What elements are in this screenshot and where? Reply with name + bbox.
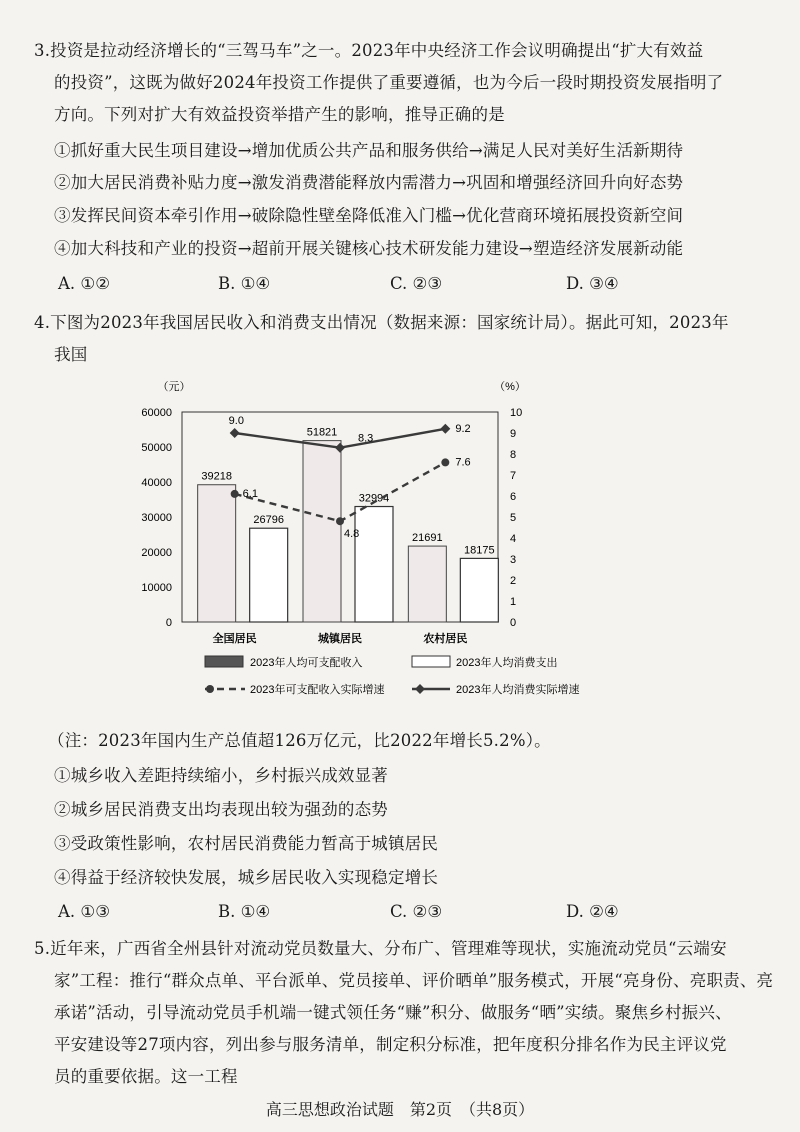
legend-consumption-growth-label: 2023年人均消费实际增速 [456, 684, 580, 696]
q3-line-3: 方向。下列对扩大有效益投资举措产生的影响，推导正确的是 [54, 105, 505, 124]
q4-option-c[interactable]: C. ②③ [390, 902, 443, 921]
bar-income [408, 546, 446, 622]
bar-income [303, 441, 341, 622]
income-growth-point [441, 458, 449, 466]
x-category-label: 全国居民 [212, 633, 257, 645]
q5-line-5: 员的重要依据。这一工程 [54, 1067, 238, 1086]
q3-item-2: ②加大居民消费补贴力度→激发消费潜能释放内需潜力→巩固和增强经济回升向好态势 [54, 173, 684, 192]
q3-item-4: ④加大科技和产业的投资→超前开展关键核心技术研发能力建设→塑造经济发展新动能 [54, 239, 684, 258]
y-right-tick-label: 3 [510, 554, 517, 566]
q3-line-2: 的投资”，这既为做好2024年投资工作提供了重要遵循，也为今后一段时期投资发展指明了 [54, 73, 724, 92]
income-growth-label: 7.6 [455, 456, 471, 469]
income-growth-point [336, 517, 344, 525]
legend-income-growth-label: 2023年可支配收入实际增速 [250, 684, 385, 696]
income-growth-point [231, 490, 239, 498]
q4-option-b[interactable]: B. ①④ [218, 902, 271, 921]
x-category-label: 城镇居民 [318, 633, 362, 645]
bar-consumption [250, 528, 288, 622]
y-right-tick-label: 8 [510, 449, 517, 461]
bar-income-label: 39218 [201, 470, 232, 483]
q3-line-1: 3.投资是拉动经济增长的“三驾马车”之一。2023年中央经济工作会议明确提出“扩大有效益 [34, 41, 704, 60]
consumption-growth-point [230, 428, 240, 438]
y-right-tick-label: 2 [510, 575, 517, 587]
bar-income-label: 21691 [412, 532, 443, 545]
income-growth-label: 6.1 [242, 487, 258, 500]
q3-item-3: ③发挥民间资本牵引作用→破除隐性壁垒降低准入门槛→优化营商环境拓展投资新空间 [54, 206, 684, 225]
y-left-unit: （元） [157, 381, 191, 393]
x-category-label: 农村居民 [423, 633, 468, 645]
q4-statement-1: ①城乡收入差距持续缩小，乡村振兴成效显著 [54, 766, 388, 785]
q3-option-d[interactable]: D. ③④ [566, 274, 619, 293]
bar-income-label: 51821 [306, 426, 338, 439]
bar-consumption-label: 32994 [358, 492, 390, 505]
consumption-growth-label: 9.0 [228, 415, 244, 427]
q4-statement-4: ④得益于经济较快发展，城乡居民收入实现稳定增长 [54, 868, 439, 887]
y-right-tick-label: 10 [510, 407, 523, 419]
legend-consumption-swatch [412, 656, 450, 667]
y-right-tick-label: 9 [510, 428, 517, 440]
q4-statement-2: ②城乡居民消费支出均表现出较为强劲的态势 [54, 800, 388, 819]
q5-line-1: 5.近年来，广西省全州县针对流动党员数量大、分布广、管理难等现状，实施流动党员“云端安 [34, 939, 727, 958]
y-left-tick-label: 40000 [141, 477, 172, 489]
q4-statement-3: ③受政策性影响，农村居民消费能力暂高于城镇居民 [54, 834, 439, 853]
y-left-tick-label: 60000 [141, 407, 172, 419]
y-right-tick-label: 6 [510, 491, 517, 503]
y-right-tick-label: 4 [510, 533, 517, 545]
income-growth-label: 4.8 [344, 528, 360, 541]
q4-option-d[interactable]: D. ②④ [566, 902, 619, 921]
q5-line-2: 家”工程：推行“群众点单、平台派单、党员接单、评价晒单”服务模式，开展“亮身份、亮职责、亮 [54, 971, 774, 990]
bar-consumption [460, 558, 498, 622]
y-left-tick-label: 10000 [141, 582, 172, 594]
legend-consumption-growth-marker [415, 684, 425, 694]
y-left-tick-label: 0 [165, 617, 172, 629]
y-right-unit: （%） [494, 381, 526, 393]
q5-line-3: 承诺”活动，引导流动党员手机端一键式领任务“赚”积分、做服务“晒”实绩。聚焦乡村振兴、 [54, 1003, 732, 1022]
y-right-tick-label: 7 [510, 470, 517, 482]
y-right-tick-label: 1 [510, 596, 517, 608]
y-left-tick-label: 50000 [141, 442, 172, 454]
q3-option-a[interactable]: A. ①② [58, 274, 110, 293]
q3-option-b[interactable]: B. ①④ [218, 274, 271, 293]
y-left-tick-label: 20000 [141, 547, 172, 559]
bar-consumption-label: 18175 [464, 544, 495, 557]
y-right-tick-label: 5 [510, 512, 517, 524]
bar-income [198, 485, 236, 622]
consumption-growth-point [440, 424, 450, 434]
consumption-growth-label: 9.2 [455, 422, 471, 435]
q4-option-a[interactable]: A. ①③ [58, 902, 110, 921]
y-right-tick-label: 0 [510, 617, 517, 629]
legend-income-swatch [205, 656, 243, 667]
q5-line-4: 平安建设等27项内容，列出参与服务清单，制定积分标准，把年度积分排名作为民主评议党 [54, 1035, 727, 1054]
legend-income-growth-marker [206, 685, 214, 693]
bar-consumption-label: 26796 [253, 514, 284, 527]
q4-line-2: 我国 [54, 345, 88, 364]
y-left-tick-label: 30000 [141, 512, 172, 524]
page-footer: 高三思想政治试题 第2页 （共8页） [265, 1100, 535, 1119]
q3-item-1: ①抓好重大民生项目建设→增加优质公共产品和服务供给→满足人民对美好生活新期待 [54, 141, 684, 160]
consumption-growth-label: 8.3 [358, 432, 374, 445]
q3-option-c[interactable]: C. ②③ [390, 274, 443, 293]
bar-consumption [355, 507, 393, 622]
income-consumption-chart [141, 372, 670, 712]
legend-income-label: 2023年人均可支配收入 [250, 657, 363, 669]
legend-consumption-label: 2023年人均消费支出 [456, 657, 558, 669]
q4-line-1: 4.下图为2023年我国居民收入和消费支出情况（数据来源：国家统计局）。据此可知，2023年 [34, 313, 729, 332]
q4-note: （注：2023年国内生产总值超126万亿元，比2022年增长5.2%）。 [48, 731, 551, 750]
